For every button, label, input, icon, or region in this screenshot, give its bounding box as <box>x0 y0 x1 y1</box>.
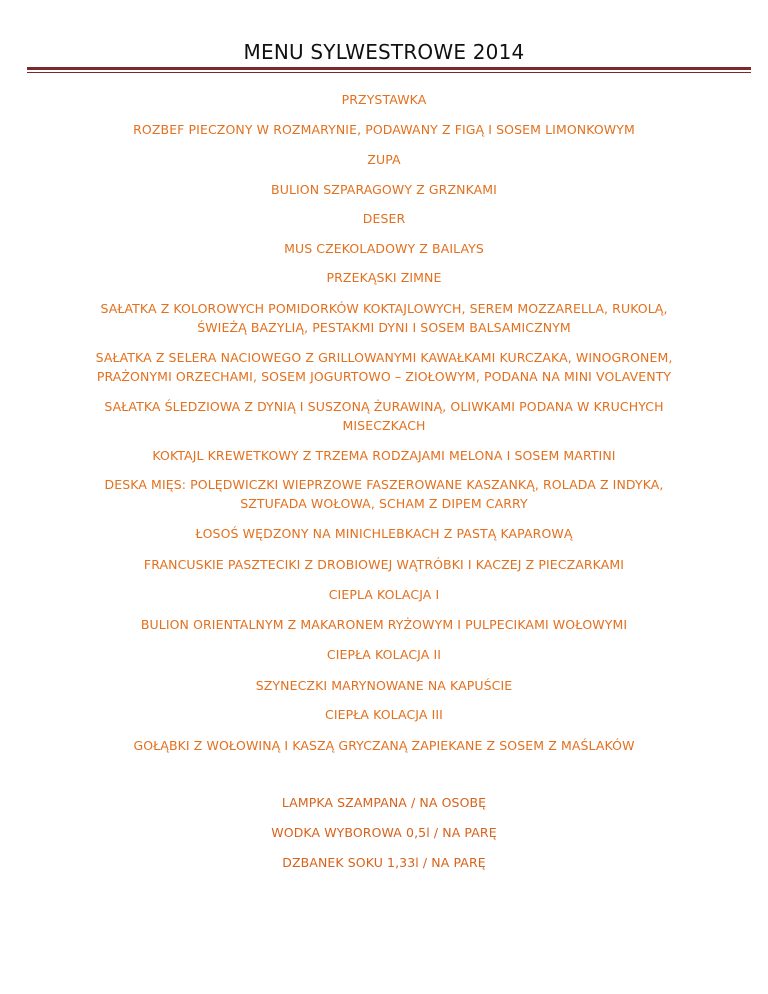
drink-champagne: LAMPKA SZAMPANA / NA OSOBĘ <box>281 795 487 810</box>
menu-item-hot-2: SZYNECZKI MARYNOWANE NA KAPUŚCIE <box>255 678 513 693</box>
section-heading-soup: ZUPA <box>367 152 401 167</box>
menu-item-hot-1: BULION ORIENTALNYM Z MAKARONEM RYŻOWYM I PULPECIKAMI WOŁOWYMI <box>140 617 628 632</box>
menu-item-cold-3-line-2: MISECZKACH <box>342 418 426 433</box>
page-title: MENU SYLWESTROWE 2014 <box>243 40 525 64</box>
section-heading-starter: PRZYSTAWKA <box>341 92 427 107</box>
section-heading-hot-2: CIEPŁA KOLACJA II <box>326 647 442 662</box>
menu-item-cold-6: ŁOSOŚ WĘDZONY NA MINICHLEBKACH Z PASTĄ KAPAROWĄ <box>195 526 573 541</box>
menu-item-cold-7: FRANCUSKIE PASZTECIKI Z DROBIOWEJ WĄTRÓBKI I KACZEJ Z PIECZARKAMI <box>143 557 625 572</box>
menu-item-cold-1-line-2: ŚWIEŻĄ BAZYLIĄ, PESTAKMI DYNI I SOSEM BALSAMICZNYM <box>197 320 571 335</box>
drink-juice: DZBANEK SOKU 1,33l / NA PARĘ <box>282 855 486 870</box>
menu-item-soup: BULION SZPARAGOWY Z GRZNKAMI <box>271 182 497 197</box>
menu-item-starter: ROZBEF PIECZONY W ROZMARYNIE, PODAWANY Z FIGĄ I SOSEM LIMONKOWYM <box>133 122 635 137</box>
menu-item-cold-4: KOKTAJL KREWETKOWY Z TRZEMA RODZAJAMI MELONA I SOSEM MARTINI <box>152 448 616 463</box>
menu-item-cold-2-line-2: PRAŻONYMI ORZECHAMI, SOSEM JOGURTOWO – ZIOŁOWYM, PODANA NA MINI VOLAVENTY <box>96 369 672 384</box>
menu-item-cold-3-line-1: SAŁATKA ŚLEDZIOWA Z DYNIĄ I SUSZONĄ ŻURAWINĄ, OLIWKAMI PODANA W KRUCHYCH <box>104 399 664 414</box>
menu-item-cold-5-line-1: DESKA MIĘS: POLĘDWICZKI WIEPRZOWE FASZEROWANE KASZANKĄ, ROLADA Z INDYKA, <box>104 477 664 492</box>
menu-item-dessert: MUS CZEKOLADOWY Z BAILAYS <box>284 241 484 256</box>
section-heading-hot-1: CIEPLA KOLACJA I <box>328 587 440 602</box>
menu-item-hot-3: GOŁĄBKI Z WOŁOWINĄ I KASZĄ GRYCZANĄ ZAPIEKANE Z SOSEM Z MAŚLAKÓW <box>133 738 635 753</box>
section-heading-dessert: DESER <box>362 211 406 226</box>
menu-item-cold-1-line-1: SAŁATKA Z KOLOROWYCH POMIDORKÓW KOKTAJLOWYCH, SEREM MOZZARELLA, RUKOLĄ, <box>100 301 668 316</box>
drink-vodka: WODKA WYBOROWA 0,5l / NA PARĘ <box>271 825 497 840</box>
menu-item-cold-5-line-2: SZTUFADA WOŁOWA, SCHAM Z DIPEM CARRY <box>240 496 528 511</box>
section-heading-hot-3: CIEPŁA KOLACJA III <box>325 707 443 722</box>
section-heading-cold: PRZEKĄSKI ZIMNE <box>326 270 442 285</box>
menu-item-cold-2-line-1: SAŁATKA Z SELERA NACIOWEGO Z GRILLOWANYMI KAWAŁKAMI KURCZAKA, WINOGRONEM, <box>95 350 673 365</box>
title-divider <box>27 67 751 70</box>
title-divider-thin <box>27 72 751 73</box>
